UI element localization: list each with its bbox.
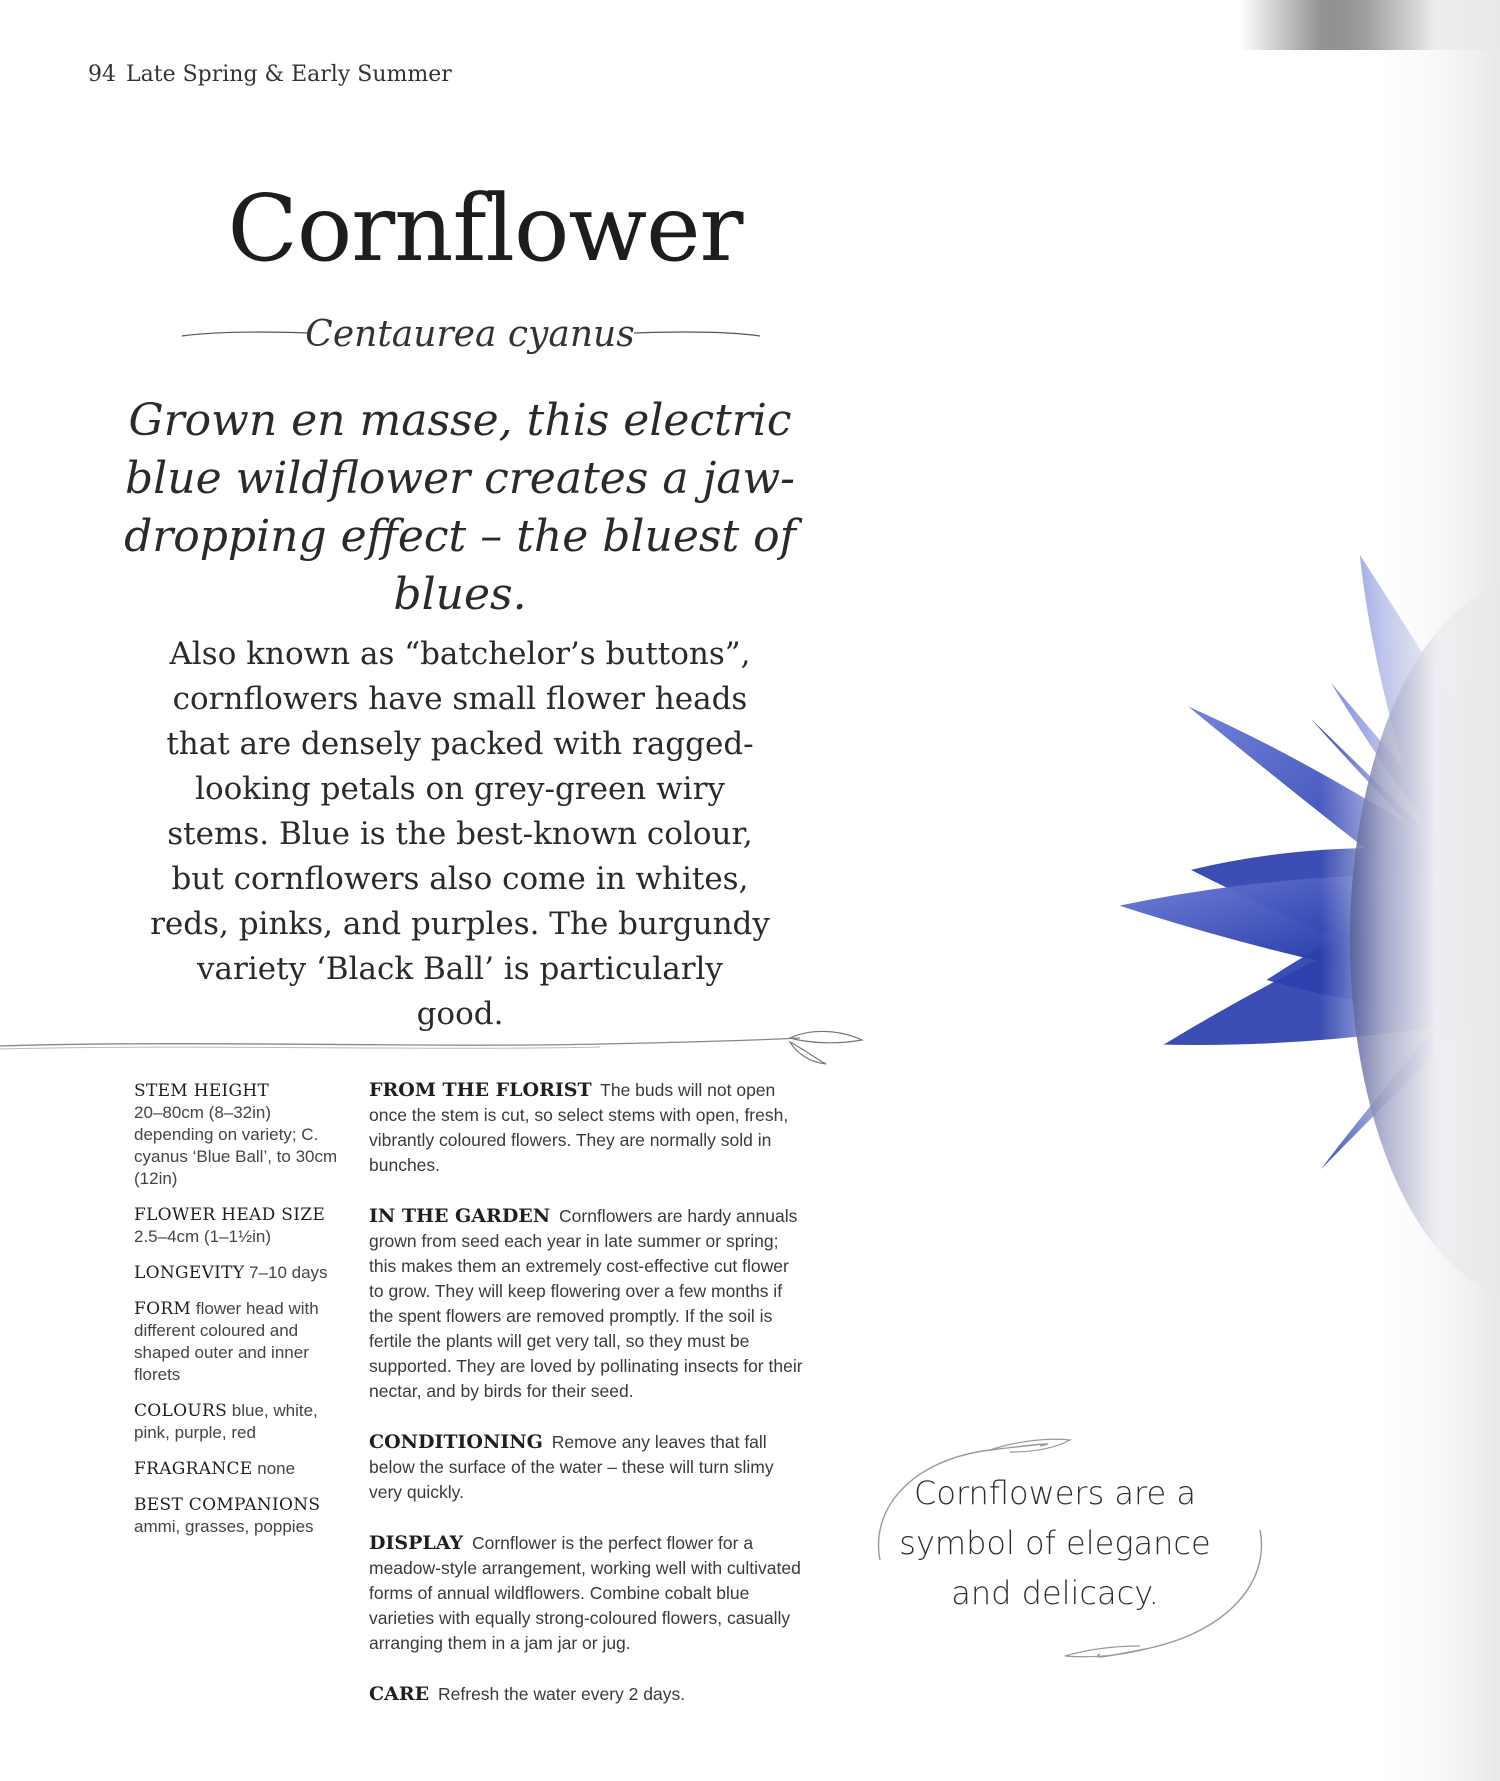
fact-value: 20–80cm (8–32in) depending on variety; C. cyanus ‘Blue Ball’, to 30cm (12in) [134, 1103, 338, 1188]
detail-from-the-florist [369, 1078, 804, 1178]
fact-best-companions [134, 1494, 349, 1538]
fact-fragrance [134, 1458, 349, 1480]
pull-quote: Cornflowers are a symbol of elegance and delicacy. [899, 1474, 1211, 1612]
detail-column [369, 1078, 804, 1733]
fact-stem-height [134, 1080, 349, 1190]
fact-label: STEM HEIGHT [134, 1081, 270, 1101]
fact-colours [134, 1400, 349, 1444]
fact-sidebar [134, 1080, 349, 1552]
detail-text: Remove any leaves that fall below the surface of the water – these will turn slimy very quickly. [369, 1432, 774, 1502]
running-head [88, 62, 452, 87]
fact-value: 2.5–4cm (1–1½in) [134, 1227, 272, 1246]
detail-care [369, 1682, 804, 1707]
detail-label: FROM THE FLORIST [369, 1079, 592, 1101]
fact-value: none [257, 1459, 296, 1478]
twig-divider-icon [0, 1020, 880, 1070]
fact-label: BEST COMPANIONS [134, 1495, 321, 1515]
detail-conditioning [369, 1430, 804, 1505]
fact-label: FLOWER HEAD SIZE [134, 1205, 326, 1225]
intro-paragraph: Also known as “batchelor’s buttons”, cornflowers have small flower heads that are densely packed with ragged-looking petals on grey-green wiry stems. Blue is the best-known colour, but cornflowers also come in whites, reds, pinks, and purples. The burgundy variety ‘Black Ball’ is particularly good. [150, 636, 770, 1032]
detail-label: CONDITIONING [369, 1431, 543, 1453]
detail-label: CARE [369, 1683, 430, 1705]
fact-label: COLOURS [134, 1401, 228, 1421]
fact-value: 7–10 days [249, 1263, 328, 1282]
detail-label: IN THE GARDEN [369, 1205, 551, 1227]
page-number: 94 [88, 62, 116, 87]
fact-value: blue, white, pink, purple, red [134, 1401, 318, 1442]
detail-text: The buds will not open once the stem is cut, so select stems with open, fresh, vibrantly coloured flowers. They are normally sold in bunches. [369, 1080, 789, 1175]
detail-text: Cornflowers are hardy annuals grown from seed each year in late summer or spring; this makes them an extremely cost-effective cut flower to grow. They will keep flowering over a few months if the spent flowers are removed promptly. If the soil is fertile the plants will get very tall, so they must be supported. They are loved by pollinating insects for their nectar, and by birds for their seed. [369, 1206, 803, 1401]
right-flourish-icon [632, 330, 762, 338]
fact-form [134, 1298, 349, 1386]
fact-value: flower head with different coloured and shaped outer and inner florets [134, 1299, 319, 1384]
latin-name: Centaurea cyanus [305, 314, 635, 355]
detail-text: Cornflower is the perfect flower for a meadow-style arrangement, working well with cultivated forms of annual wildflowers. Combine cobalt blue varieties with equally strong-coloured flowers, casually arranging them in a jam jar or jug. [369, 1533, 801, 1653]
fact-label: FORM [134, 1299, 192, 1319]
page-title: Cornflower [227, 175, 743, 282]
fact-label: LONGEVITY [134, 1263, 245, 1283]
page-gutter-shadow [1320, 0, 1500, 1781]
detail-in-the-garden [369, 1204, 804, 1404]
fact-value: ammi, grasses, poppies [134, 1517, 314, 1536]
tagline: Grown en masse, this electric blue wildflower creates a jaw-dropping effect – the bluest of blues. [124, 395, 796, 620]
fact-label: FRAGRANCE [134, 1459, 253, 1479]
detail-text: Refresh the water every 2 days. [438, 1684, 686, 1704]
section-name: Late Spring & Early Summer [126, 62, 452, 87]
detail-label: DISPLAY [369, 1532, 464, 1554]
fact-longevity [134, 1262, 349, 1284]
fact-flower-head-size [134, 1204, 349, 1248]
latin-name-row [180, 308, 760, 356]
detail-display [369, 1531, 804, 1656]
